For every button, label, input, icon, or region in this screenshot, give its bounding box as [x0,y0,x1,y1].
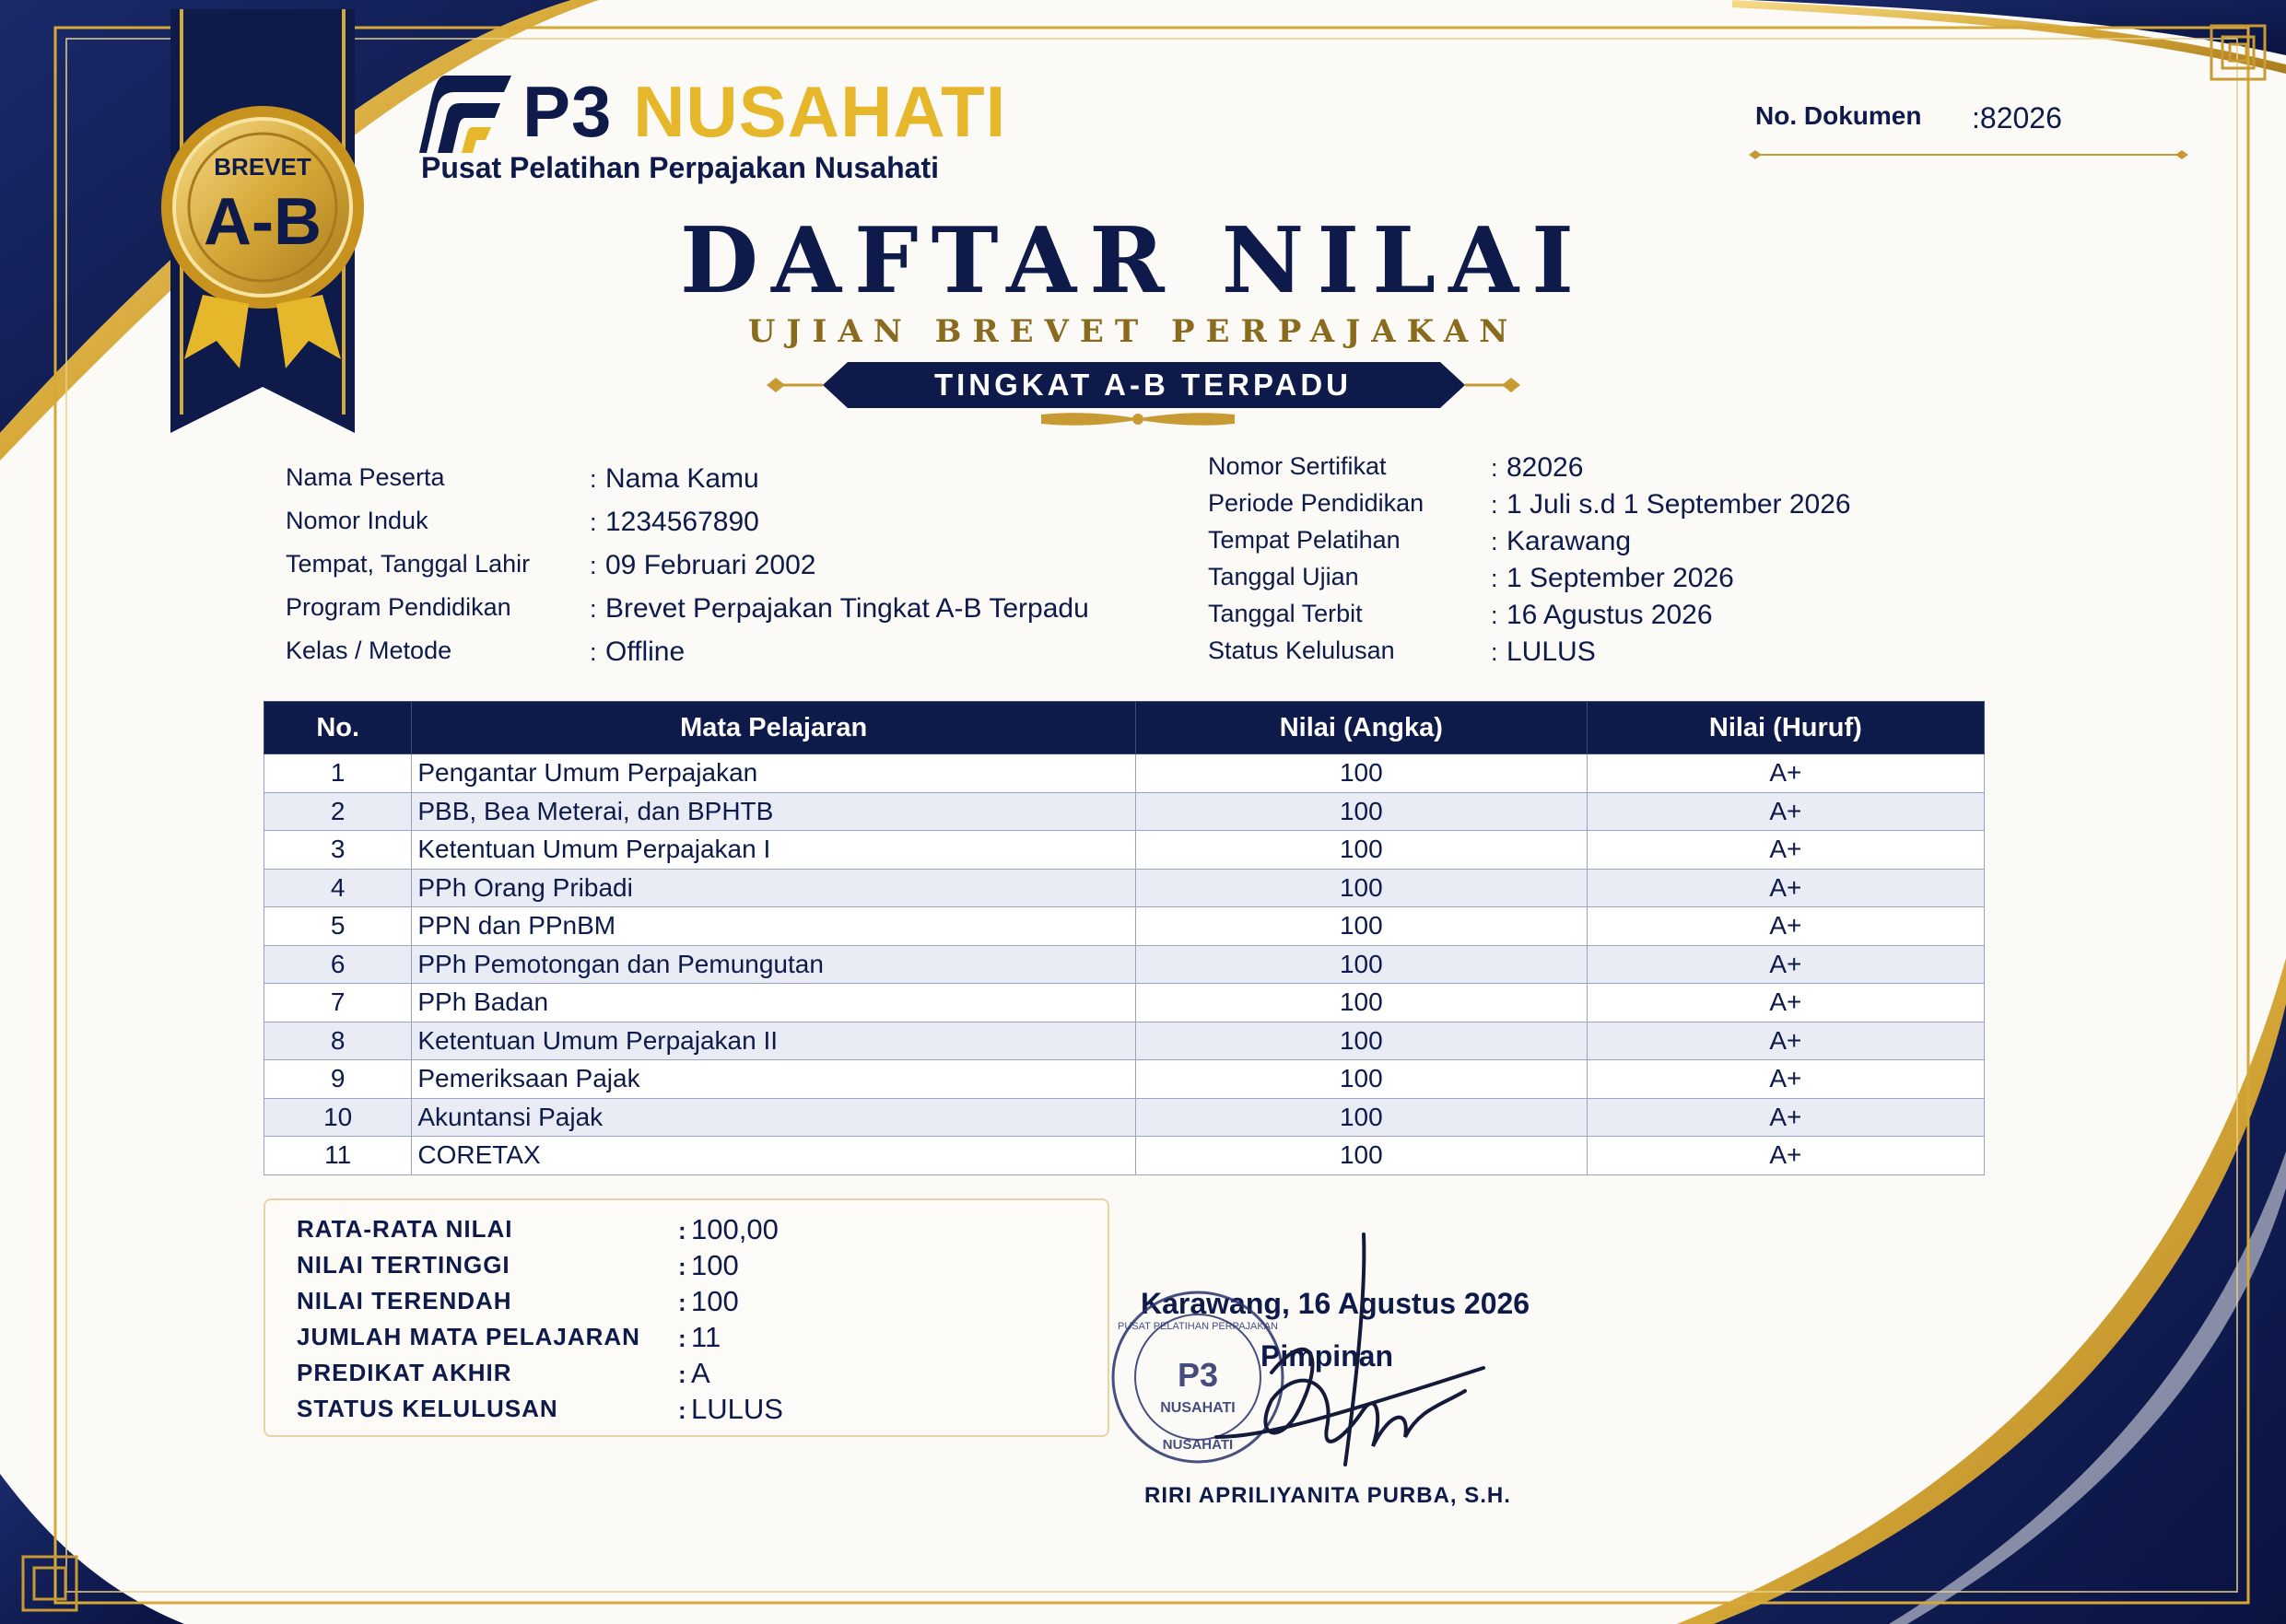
table-row [264,907,1985,946]
subject-name: CORETAX [412,1137,1136,1175]
certificate-label: Status Kelulusan [1208,637,1395,664]
subject-name: PPh Pemotongan dan Pemungutan [412,945,1136,984]
table-row [264,754,1985,793]
score-number: 100 [1135,1060,1587,1099]
summary-label: JUMLAH MATA PELAJARAN [297,1323,640,1350]
score-number: 100 [1135,984,1587,1022]
score-letter: A+ [1587,1098,1984,1137]
row-number: 7 [264,984,412,1022]
subject-name: Akuntansi Pajak [412,1098,1136,1137]
separator: : [1491,528,1498,555]
separator: : [1491,602,1498,629]
brand-mark-icon [419,76,511,153]
page-subtitle: UJIAN BREVET PERPAJAKAN [747,313,1519,350]
column-header: No. [264,702,412,754]
certificate-label: Tempat Pelatihan [1208,526,1401,554]
summary-box [264,1198,1109,1437]
certificate-value: 1 Juli s.d 1 September 2026 [1506,489,1851,520]
signatory-name: RIRI APRILIYANITA PURBA, S.H. [1144,1483,1511,1508]
separator: : [590,638,597,666]
row-number: 9 [264,1060,412,1099]
score-letter: A+ [1587,831,1984,870]
table-row [264,792,1985,831]
row-number: 8 [264,1022,412,1060]
participant-label: Kelas / Metode [286,637,452,664]
score-number: 100 [1135,792,1587,831]
certificate-label: Tanggal Terbit [1208,600,1363,627]
separator: : [590,465,597,493]
score-letter: A+ [1587,945,1984,984]
certificate-value: LULUS [1506,637,1596,667]
table-row [264,1060,1985,1099]
brand-name-p3: P3 [522,71,613,152]
column-header: Nilai (Angka) [1135,702,1587,754]
separator: : [678,1325,687,1352]
certificate-label: Nomor Sertifikat [1208,452,1387,480]
subject-name: Pemeriksaan Pajak [412,1060,1136,1099]
separator: : [678,1396,687,1424]
summary-label: PREDIKAT AKHIR [297,1359,512,1386]
score-letter: A+ [1587,1137,1984,1175]
subject-name: Pengantar Umum Perpajakan [412,754,1136,793]
row-number: 3 [264,831,412,870]
table-row [264,869,1985,907]
summary-value: 100 [691,1249,739,1281]
brand-name-rest: NUSAHATI [633,71,1007,152]
badge-main-text: A-B [204,185,322,259]
table-row [264,831,1985,870]
column-header: Nilai (Huruf) [1587,702,1984,754]
table-row [264,984,1985,1022]
participant-value: 1234567890 [605,507,759,537]
certificate-value: Karawang [1506,526,1632,556]
separator: : [678,1253,687,1280]
separator: : [590,508,597,536]
subject-name: Ketentuan Umum Perpajakan II [412,1022,1136,1060]
table-header-row [264,702,1985,754]
row-number: 11 [264,1137,412,1175]
participant-value: Offline [605,637,686,667]
badge-top-text: BREVET [214,153,311,181]
participant-label: Tempat, Tanggal Lahir [286,550,531,578]
subject-name: PPh Badan [412,984,1136,1022]
table-row [264,1137,1985,1175]
table-row [264,1098,1985,1137]
score-letter: A+ [1587,984,1984,1022]
summary-label: RATA-RATA NILAI [297,1215,513,1243]
separator: : [678,1361,687,1388]
certificate-label: Periode Pendidikan [1208,489,1424,517]
participant-value: Nama Kamu [605,463,759,494]
score-number: 100 [1135,1098,1587,1137]
row-number: 1 [264,754,412,793]
signature-place-date: Karawang, 16 Agustus 2026 [1141,1287,1530,1320]
participant-label: Nama Peserta [286,463,445,491]
score-number: 100 [1135,869,1587,907]
separator: : [678,1217,687,1244]
summary-value: A [691,1357,710,1389]
brand-tagline: Pusat Pelatihan Perpajakan Nusahati [421,151,939,184]
table-row [264,1022,1985,1060]
score-letter: A+ [1587,792,1984,831]
table-row [264,945,1985,984]
subject-name: PPh Orang Pribadi [412,869,1136,907]
stamp-top-text: PUSAT PELATIHAN PERPAJAKAN [1117,1321,1279,1332]
document-number-value: :82026 [1972,101,2062,134]
certificate-value: 1 September 2026 [1506,563,1734,593]
subject-name: Ketentuan Umum Perpajakan I [412,831,1136,870]
signature-role: Pimpinan [1260,1339,1394,1373]
score-number: 100 [1135,907,1587,946]
summary-value: 11 [691,1321,721,1353]
participant-value: 09 Februari 2002 [605,550,816,580]
signature-scribble-icon [1189,1225,1502,1520]
summary-label: NILAI TERTINGGI [297,1251,510,1279]
stamp-mid-text: NUSAHATI [1160,1400,1236,1416]
separator: : [1491,454,1498,482]
subject-name: PBB, Bea Meterai, dan BPHTB [412,792,1136,831]
row-number: 6 [264,945,412,984]
row-number: 2 [264,792,412,831]
separator: : [590,595,597,623]
grades-table [264,701,1985,1175]
summary-label: NILAI TERENDAH [297,1287,512,1314]
separator: : [590,552,597,579]
row-number: 10 [264,1098,412,1137]
score-number: 100 [1135,754,1587,793]
summary-value: 100 [691,1285,739,1317]
score-number: 100 [1135,831,1587,870]
score-letter: A+ [1587,1022,1984,1060]
certificate-value: 82026 [1506,452,1584,483]
row-number: 4 [264,869,412,907]
level-ribbon: TINGKAT A-B TERPADU [933,368,1353,402]
summary-value: 100,00 [691,1213,779,1245]
score-number: 100 [1135,945,1587,984]
separator: : [1491,638,1498,666]
score-letter: A+ [1587,1060,1984,1099]
score-number: 100 [1135,1022,1587,1060]
summary-value: LULUS [691,1393,783,1425]
score-letter: A+ [1587,869,1984,907]
document-number-label: No. Dokumen [1755,101,1922,130]
summary-label: STATUS KELULUSAN [297,1395,558,1422]
participant-value: Brevet Perpajakan Tingkat A-B Terpadu [605,593,1089,624]
subject-name: PPN dan PPnBM [412,907,1136,946]
separator: : [678,1289,687,1316]
page-title: DAFTAR NILAI [680,208,1587,314]
certificate-value: 16 Agustus 2026 [1506,600,1713,630]
separator: : [1491,565,1498,592]
participant-label: Nomor Induk [286,507,428,534]
score-letter: A+ [1587,907,1984,946]
stamp-bottom-text: NUSAHATI [1162,1437,1234,1453]
row-number: 5 [264,907,412,946]
participant-label: Program Pendidikan [286,593,511,621]
score-letter: A+ [1587,754,1984,793]
separator: : [1491,491,1498,519]
stamp-logo-text: P3 [1177,1356,1219,1394]
column-header: Mata Pelajaran [412,702,1136,754]
score-number: 100 [1135,1137,1587,1175]
certificate-label: Tanggal Ujian [1208,563,1359,590]
brand-name [522,72,1006,151]
